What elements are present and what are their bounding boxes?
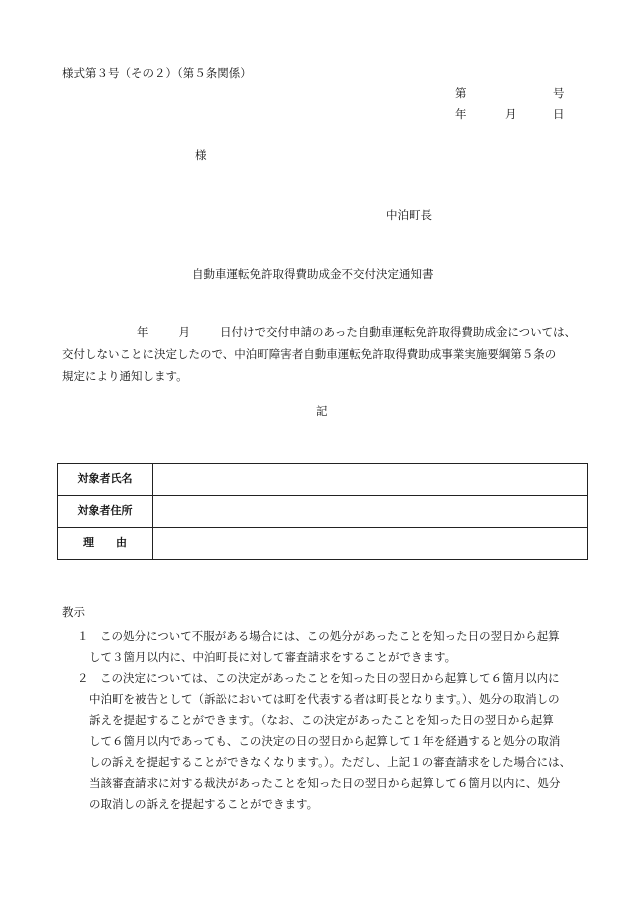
date-day: 日 — [553, 107, 565, 121]
row-label-name: 対象者氏名 — [58, 464, 153, 496]
table-row — [58, 464, 588, 496]
table-row — [58, 528, 588, 560]
kyoji-item-1 — [62, 626, 592, 668]
row-value-address — [153, 496, 588, 528]
kyoji-item-line: 当該審査請求に対する裁決があったことを知った日の翌日から起算して６箇月以内に、処分 — [89, 776, 561, 790]
kyoji-item-line: して６箇月以内であっても、この決定の日の翌日から起算して１年を経過すると処分の取消 — [89, 734, 561, 748]
kyoji-item-line: 中泊町を被告として（訴訟においては町を代表する者は町長となります。）、処分の取消しの — [89, 692, 560, 706]
kyoji-item-number: ２ — [77, 671, 89, 685]
row-label-reason: 理 由 — [58, 528, 153, 560]
body-month: 月 — [178, 325, 190, 339]
kyoji-item-line: して３箇月以内に、中泊町長に対して審査請求をすることができます。 — [89, 650, 457, 664]
kyoji-item-line: この処分について不服がある場合には、この処分があったことを知った日の翌日から起算 — [100, 629, 560, 643]
kyoji-heading: 教示 — [62, 605, 85, 619]
kyoji-item-line: の取消しの訴えを提起することができます。 — [89, 797, 319, 811]
body-line-2: 交付しないことに決定したので、中泊町障害者自動車運転免許取得費助成事業実施要綱第５条の — [62, 347, 557, 361]
kyoji-item-2 — [62, 668, 592, 815]
addressee-suffix: 様 — [195, 148, 207, 162]
ki-heading: 記 — [316, 404, 328, 418]
row-label-address: 対象者住所 — [58, 496, 153, 528]
date-month: 月 — [505, 107, 517, 121]
body-line-1 — [62, 321, 586, 343]
row-value-name — [153, 464, 588, 496]
body-paragraph — [62, 321, 586, 387]
number-suffix: 号 — [553, 86, 565, 100]
row-value-reason — [153, 528, 588, 560]
table-row — [58, 496, 588, 528]
kyoji-item-number: １ — [77, 629, 89, 643]
document-title: 自動車運転免許取得費助成金不交付決定通知書 — [192, 267, 434, 281]
body-line-1-text: 日付けで交付申請のあった自動車運転免許取得費助成金については、 — [220, 325, 577, 339]
kyoji-item-line: この決定については、この決定があったことを知った日の翌日から起算して６箇月以内に — [100, 671, 560, 685]
kyoji-item-line: しの訴えを提起することができなくなります。）。ただし、上記１の審査請求をした場合には、 — [89, 755, 572, 769]
kyoji-item-line: 訴えを提起することができます。（なお、この決定があったことを知った日の翌日から起算 — [89, 713, 554, 727]
sender-name: 中泊町長 — [386, 208, 432, 222]
subject-info-table — [57, 463, 588, 560]
form-label: 様式第３号（その２）（第５条関係） — [62, 66, 252, 80]
number-prefix: 第 — [455, 86, 467, 100]
date-year: 年 — [455, 107, 467, 121]
body-line-3: 規定により通知します。 — [62, 369, 188, 383]
body-year: 年 — [137, 325, 149, 339]
